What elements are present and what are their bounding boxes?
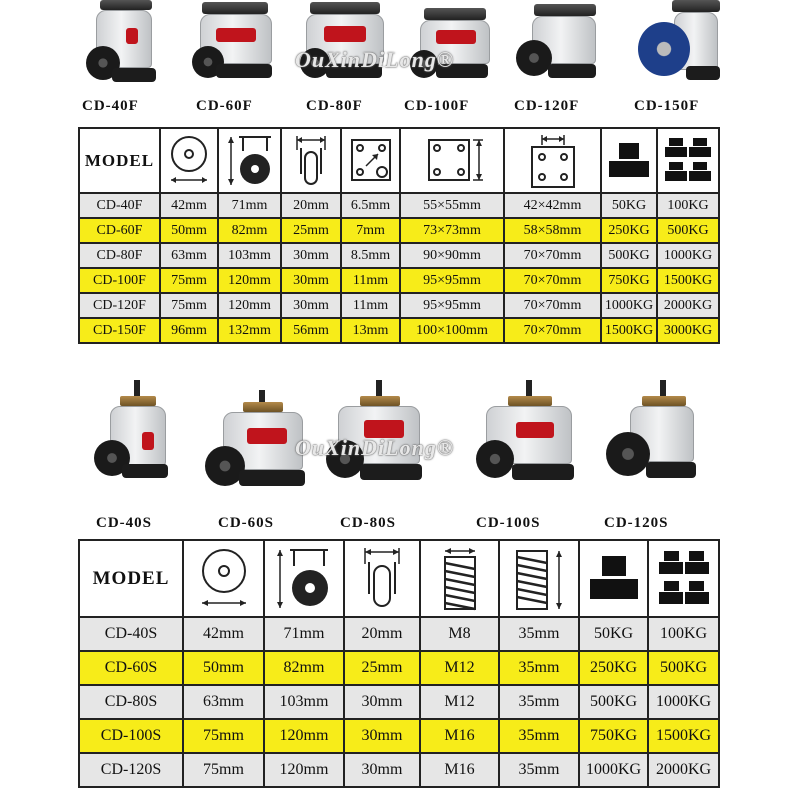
table-row bbox=[79, 753, 719, 787]
spec-value-cell: 500KG bbox=[648, 651, 719, 685]
spec-value-cell: 75mm bbox=[183, 719, 264, 753]
spec-value-cell: 132mm bbox=[218, 318, 281, 343]
product-photo-cd-40f bbox=[82, 0, 162, 90]
product-photo-cd-120f bbox=[512, 0, 602, 90]
spec-value-cell: 50mm bbox=[183, 651, 264, 685]
spec-value-cell: 75mm bbox=[183, 753, 264, 787]
wheel-diameter-icon bbox=[160, 128, 218, 193]
table-row bbox=[79, 218, 719, 243]
spec-value-cell: 103mm bbox=[218, 243, 281, 268]
spec-value-cell: M16 bbox=[420, 753, 499, 787]
plate-size-icon bbox=[400, 128, 504, 193]
spec-value-cell: 30mm bbox=[344, 753, 420, 787]
spec-value-cell: 500KG bbox=[579, 685, 648, 719]
spec-value-cell: 750KG bbox=[601, 268, 657, 293]
spec-value-cell: 30mm bbox=[281, 243, 341, 268]
top-photo-strip bbox=[0, 0, 800, 90]
model-label: CD-120F bbox=[514, 98, 580, 114]
spec-value-cell: 71mm bbox=[264, 617, 344, 651]
spec-value-cell: 500KG bbox=[657, 218, 719, 243]
table-row bbox=[79, 243, 719, 268]
spec-value-cell: 50mm bbox=[160, 218, 218, 243]
spec-value-cell: 35mm bbox=[499, 753, 579, 787]
mounting-hole-icon bbox=[341, 128, 400, 193]
spec-value-cell: 70×70mm bbox=[504, 268, 601, 293]
thread-length-icon bbox=[499, 540, 579, 617]
spec-value-cell: 71mm bbox=[218, 193, 281, 218]
spec-value-cell: 11mm bbox=[341, 293, 400, 318]
spec-value-cell: 30mm bbox=[281, 293, 341, 318]
spec-value-cell: 30mm bbox=[281, 268, 341, 293]
spec-value-cell: 250KG bbox=[601, 218, 657, 243]
model-name-cell: CD-80F bbox=[79, 243, 160, 268]
table-body bbox=[79, 193, 719, 343]
table-row bbox=[79, 685, 719, 719]
spec-value-cell: 55×55mm bbox=[400, 193, 504, 218]
table-row bbox=[79, 193, 719, 218]
spec-value-cell: 100KG bbox=[648, 617, 719, 651]
spec-value-cell: 7mm bbox=[341, 218, 400, 243]
spec-table-f-series bbox=[78, 127, 720, 344]
model-name-cell: CD-80S bbox=[79, 685, 183, 719]
spec-value-cell: 50KG bbox=[601, 193, 657, 218]
spec-value-cell: 500KG bbox=[601, 243, 657, 268]
spec-value-cell: 750KG bbox=[579, 719, 648, 753]
model-label: CD-60F bbox=[196, 98, 253, 114]
spec-value-cell: 63mm bbox=[183, 685, 264, 719]
spec-value-cell: 95×95mm bbox=[400, 268, 504, 293]
height-icon bbox=[218, 128, 281, 193]
spec-value-cell: 96mm bbox=[160, 318, 218, 343]
spec-value-cell: 70×70mm bbox=[504, 318, 601, 343]
spec-value-cell: 50KG bbox=[579, 617, 648, 651]
model-name-cell: CD-60F bbox=[79, 218, 160, 243]
model-label: CD-100S bbox=[476, 515, 541, 531]
table-header-row bbox=[79, 540, 719, 617]
dynamic-load-icon bbox=[657, 128, 719, 193]
spec-value-cell: 58×58mm bbox=[504, 218, 601, 243]
table-header-row bbox=[79, 128, 719, 193]
spec-value-cell: 2000KG bbox=[657, 293, 719, 318]
spec-value-cell: 70×70mm bbox=[504, 243, 601, 268]
spec-value-cell: 1000KG bbox=[579, 753, 648, 787]
table-row bbox=[79, 318, 719, 343]
spec-value-cell: 20mm bbox=[344, 617, 420, 651]
product-photo-cd-150f bbox=[634, 0, 724, 90]
model-name-cell: CD-40F bbox=[79, 193, 160, 218]
spec-value-cell: 1000KG bbox=[648, 685, 719, 719]
static-load-icon bbox=[579, 540, 648, 617]
spec-value-cell: 90×90mm bbox=[400, 243, 504, 268]
model-name-cell: CD-100F bbox=[79, 268, 160, 293]
spec-value-cell: 1500KG bbox=[657, 268, 719, 293]
spec-value-cell: 1500KG bbox=[648, 719, 719, 753]
model-label: CD-40S bbox=[96, 515, 153, 531]
spec-value-cell: 42mm bbox=[160, 193, 218, 218]
table-row bbox=[79, 617, 719, 651]
product-photo-cd-100f bbox=[406, 0, 496, 90]
spec-value-cell: 1500KG bbox=[601, 318, 657, 343]
spec-value-cell: 8.5mm bbox=[341, 243, 400, 268]
product-photo-cd-120s bbox=[602, 380, 702, 492]
model-name-cell: CD-150F bbox=[79, 318, 160, 343]
wheel-width-icon bbox=[344, 540, 420, 617]
table-body bbox=[79, 617, 719, 787]
model-label: CD-80F bbox=[306, 98, 363, 114]
hole-spacing-icon bbox=[504, 128, 601, 193]
thread-size-icon bbox=[420, 540, 499, 617]
spec-value-cell: 35mm bbox=[499, 719, 579, 753]
spec-value-cell: 42×42mm bbox=[504, 193, 601, 218]
spec-value-cell: 63mm bbox=[160, 243, 218, 268]
spec-value-cell: 25mm bbox=[281, 218, 341, 243]
spec-value-cell: 6.5mm bbox=[341, 193, 400, 218]
watermark-top: OuXinDiLong® bbox=[295, 47, 455, 72]
model-label: CD-60S bbox=[218, 515, 275, 531]
spec-value-cell: 56mm bbox=[281, 318, 341, 343]
spec-value-cell: 120mm bbox=[264, 719, 344, 753]
spec-value-cell: 120mm bbox=[218, 268, 281, 293]
table-row bbox=[79, 719, 719, 753]
spec-value-cell: 35mm bbox=[499, 685, 579, 719]
model-label: CD-40F bbox=[82, 98, 139, 114]
spec-value-cell: 25mm bbox=[344, 651, 420, 685]
bottom-photo-strip bbox=[0, 380, 800, 500]
spec-value-cell: M16 bbox=[420, 719, 499, 753]
model-name-cell: CD-100S bbox=[79, 719, 183, 753]
watermark-bottom: OuXinDiLong® bbox=[295, 435, 455, 460]
spec-value-cell: 82mm bbox=[218, 218, 281, 243]
spec-value-cell: 95×95mm bbox=[400, 293, 504, 318]
spec-value-cell: 75mm bbox=[160, 268, 218, 293]
spec-value-cell: 70×70mm bbox=[504, 293, 601, 318]
model-name-cell: CD-120S bbox=[79, 753, 183, 787]
model-header: MODEL bbox=[79, 128, 160, 193]
spec-value-cell: 11mm bbox=[341, 268, 400, 293]
product-photo-cd-100s bbox=[472, 380, 582, 492]
spec-value-cell: 1000KG bbox=[657, 243, 719, 268]
spec-value-cell: 82mm bbox=[264, 651, 344, 685]
spec-value-cell: 100×100mm bbox=[400, 318, 504, 343]
spec-value-cell: M12 bbox=[420, 685, 499, 719]
model-label: CD-120S bbox=[604, 515, 669, 531]
spec-value-cell: M12 bbox=[420, 651, 499, 685]
product-photo-cd-60f bbox=[192, 0, 282, 90]
spec-value-cell: 100KG bbox=[657, 193, 719, 218]
model-label: CD-100F bbox=[404, 98, 470, 114]
spec-value-cell: 35mm bbox=[499, 617, 579, 651]
spec-value-cell: 42mm bbox=[183, 617, 264, 651]
spec-value-cell: 120mm bbox=[218, 293, 281, 318]
spec-value-cell: 250KG bbox=[579, 651, 648, 685]
spec-value-cell: 30mm bbox=[344, 719, 420, 753]
spec-value-cell: 120mm bbox=[264, 753, 344, 787]
spec-value-cell: 103mm bbox=[264, 685, 344, 719]
spec-value-cell: 35mm bbox=[499, 651, 579, 685]
static-load-icon bbox=[601, 128, 657, 193]
dynamic-load-icon bbox=[648, 540, 719, 617]
product-photo-cd-40s bbox=[86, 380, 176, 492]
model-name-cell: CD-120F bbox=[79, 293, 160, 318]
height-icon bbox=[264, 540, 344, 617]
wheel-diameter-icon bbox=[183, 540, 264, 617]
model-label: CD-80S bbox=[340, 515, 397, 531]
spec-value-cell: 20mm bbox=[281, 193, 341, 218]
spec-value-cell: 3000KG bbox=[657, 318, 719, 343]
table-row bbox=[79, 651, 719, 685]
model-name-cell: CD-40S bbox=[79, 617, 183, 651]
wheel-width-icon bbox=[281, 128, 341, 193]
spec-value-cell: M8 bbox=[420, 617, 499, 651]
model-label: CD-150F bbox=[634, 98, 700, 114]
model-header: MODEL bbox=[79, 540, 183, 617]
model-name-cell: CD-60S bbox=[79, 651, 183, 685]
spec-value-cell: 30mm bbox=[344, 685, 420, 719]
table-row bbox=[79, 268, 719, 293]
spec-value-cell: 13mm bbox=[341, 318, 400, 343]
table-row bbox=[79, 293, 719, 318]
spec-value-cell: 1000KG bbox=[601, 293, 657, 318]
spec-value-cell: 75mm bbox=[160, 293, 218, 318]
product-photo-cd-80f bbox=[300, 0, 390, 90]
spec-value-cell: 2000KG bbox=[648, 753, 719, 787]
spec-value-cell: 73×73mm bbox=[400, 218, 504, 243]
spec-table-s-series bbox=[78, 539, 720, 788]
